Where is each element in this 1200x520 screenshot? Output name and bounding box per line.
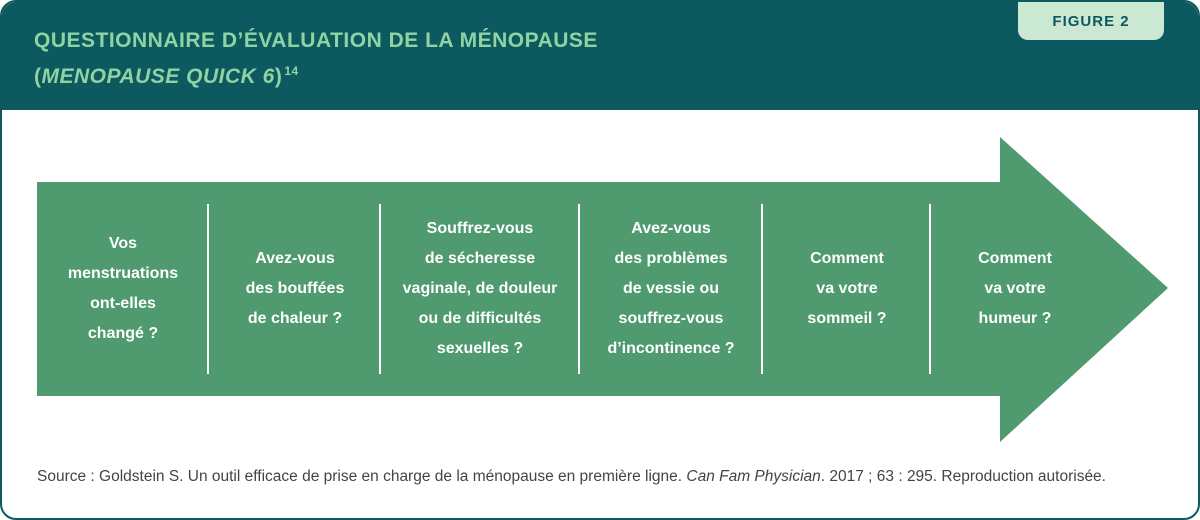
title-subtitle: MENOPAUSE QUICK 6 [41,65,275,88]
step-sleep: Comment va votre sommeil ? [807,250,887,327]
title-reference: 14 [284,64,299,78]
title-paren-close: ) [274,65,283,88]
question-steps [37,182,1052,396]
step-menstruation: Vos menstruations ont-elles changé ? [67,235,179,342]
step-mood: Comment va votre humeur ? [978,250,1052,327]
figure-number-tab: FIGURE 2 [1018,2,1164,40]
source-journal: Can Fam Physician [686,468,821,485]
source-citation [37,466,1177,488]
source-prefix: Source : Goldstein S. Un outil efficace de prise en charge de la ménopause en première ligne. [37,468,687,485]
title-line-1: QUESTIONNAIRE D’ÉVALUATION DE LA MÉNOPAUSE [34,29,598,52]
step-hot-flashes: Avez-vous des bouffées de chaleur ? [245,250,345,327]
source-suffix: . 2017 ; 63 : 295. Reproduction autorisée. [820,468,1106,485]
step-vaginal-dryness: Souffrez-vous de sécheresse vaginale, de douleur ou de difficultés sexuelles ? [402,220,558,357]
title-paren-open: ( [34,65,42,88]
step-bladder: Avez-vous des problèmes de vessie ou souffrez-vous d’incontinence ? [607,220,735,357]
